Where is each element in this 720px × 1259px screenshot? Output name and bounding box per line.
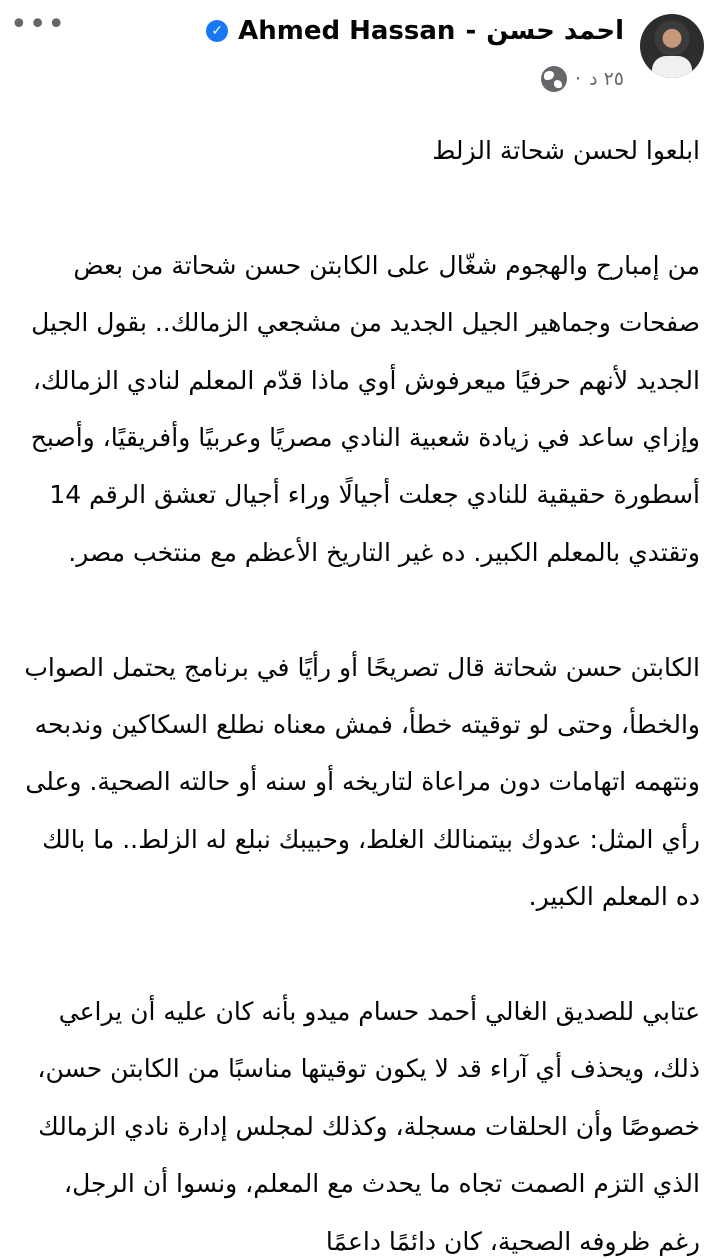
post-paragraph-title: ابلعوا لحسن شحاتة الزلط — [432, 136, 700, 165]
more-options-icon[interactable]: ••• — [10, 7, 67, 42]
verified-badge-icon: ✓ — [206, 20, 228, 42]
post-paragraph: الكابتن حسن شحاتة قال تصريحًا أو رأيًا في برنامج يحتمل الصواب والخطأ، وحتى لو توقيته خطأ، فمش معناه نطلع السكاكين وندبحه ونتهمه اتهامات دون مراعاة لتاريخه أو سنه أو حالته الصحية. وعلى رأي المثل: عدوك بيتمنالك الغلط، وحبيبك نبلع له الزلط.. ما بالك ده المعلم الكبير. — [24, 652, 700, 912]
globe-icon[interactable] — [541, 66, 567, 92]
meta-separator: · — [575, 68, 582, 90]
post-body — [20, 122, 700, 1259]
post-meta — [541, 66, 624, 92]
post-paragraph: من إمبارح والهجوم شغّال على الكابتن حسن شحاتة من بعض صفحات وجماهير الجيل الجديد من مشجعي الزمالك.. بقول الجيل الجديد لأنهم حرفيًا ميعرفوش أوي ماذا قدّم المعلم لنادي الزمالك، وإزاي ساعد في زيادة شعبية النادي مصريًا وعربيًا وأفريقيًا، وأصبح أسطورة حقيقية للنادي جعلت أجيالًا وراء أجيال تعشق الرقم 14 وتقتدي بالمعلم الكبير. ده غير التاريخ الأعظم مع منتخب مصر. — [30, 250, 700, 567]
post-header — [0, 0, 720, 110]
author-line — [206, 14, 624, 48]
author-name-english[interactable]: Ahmed Hassan — [238, 16, 456, 46]
author-name-separator: - — [465, 16, 477, 46]
avatar-shirt — [652, 56, 692, 78]
post-paragraph: عتابي للصديق الغالي أحمد حسام ميدو بأنه كان عليه أن يراعي ذلك، ويحذف أي آراء قد لا يكون توقيتها مناسبًا من الكابتن حسن، خصوصًا وأن الحلقات مسجلة، وكذلك لمجلس إدارة نادي الزمالك الذي التزم الصمت تجاه ما يحدث مع المعلم، ونسوا أن الرجل، رغم ظروفه الصحية، كان دائمًا داعمًا — [37, 997, 700, 1256]
author-name-arabic[interactable]: احمد حسن — [486, 16, 624, 46]
post-timestamp[interactable]: ٢٥ د — [589, 68, 624, 90]
author-avatar[interactable] — [640, 14, 704, 78]
